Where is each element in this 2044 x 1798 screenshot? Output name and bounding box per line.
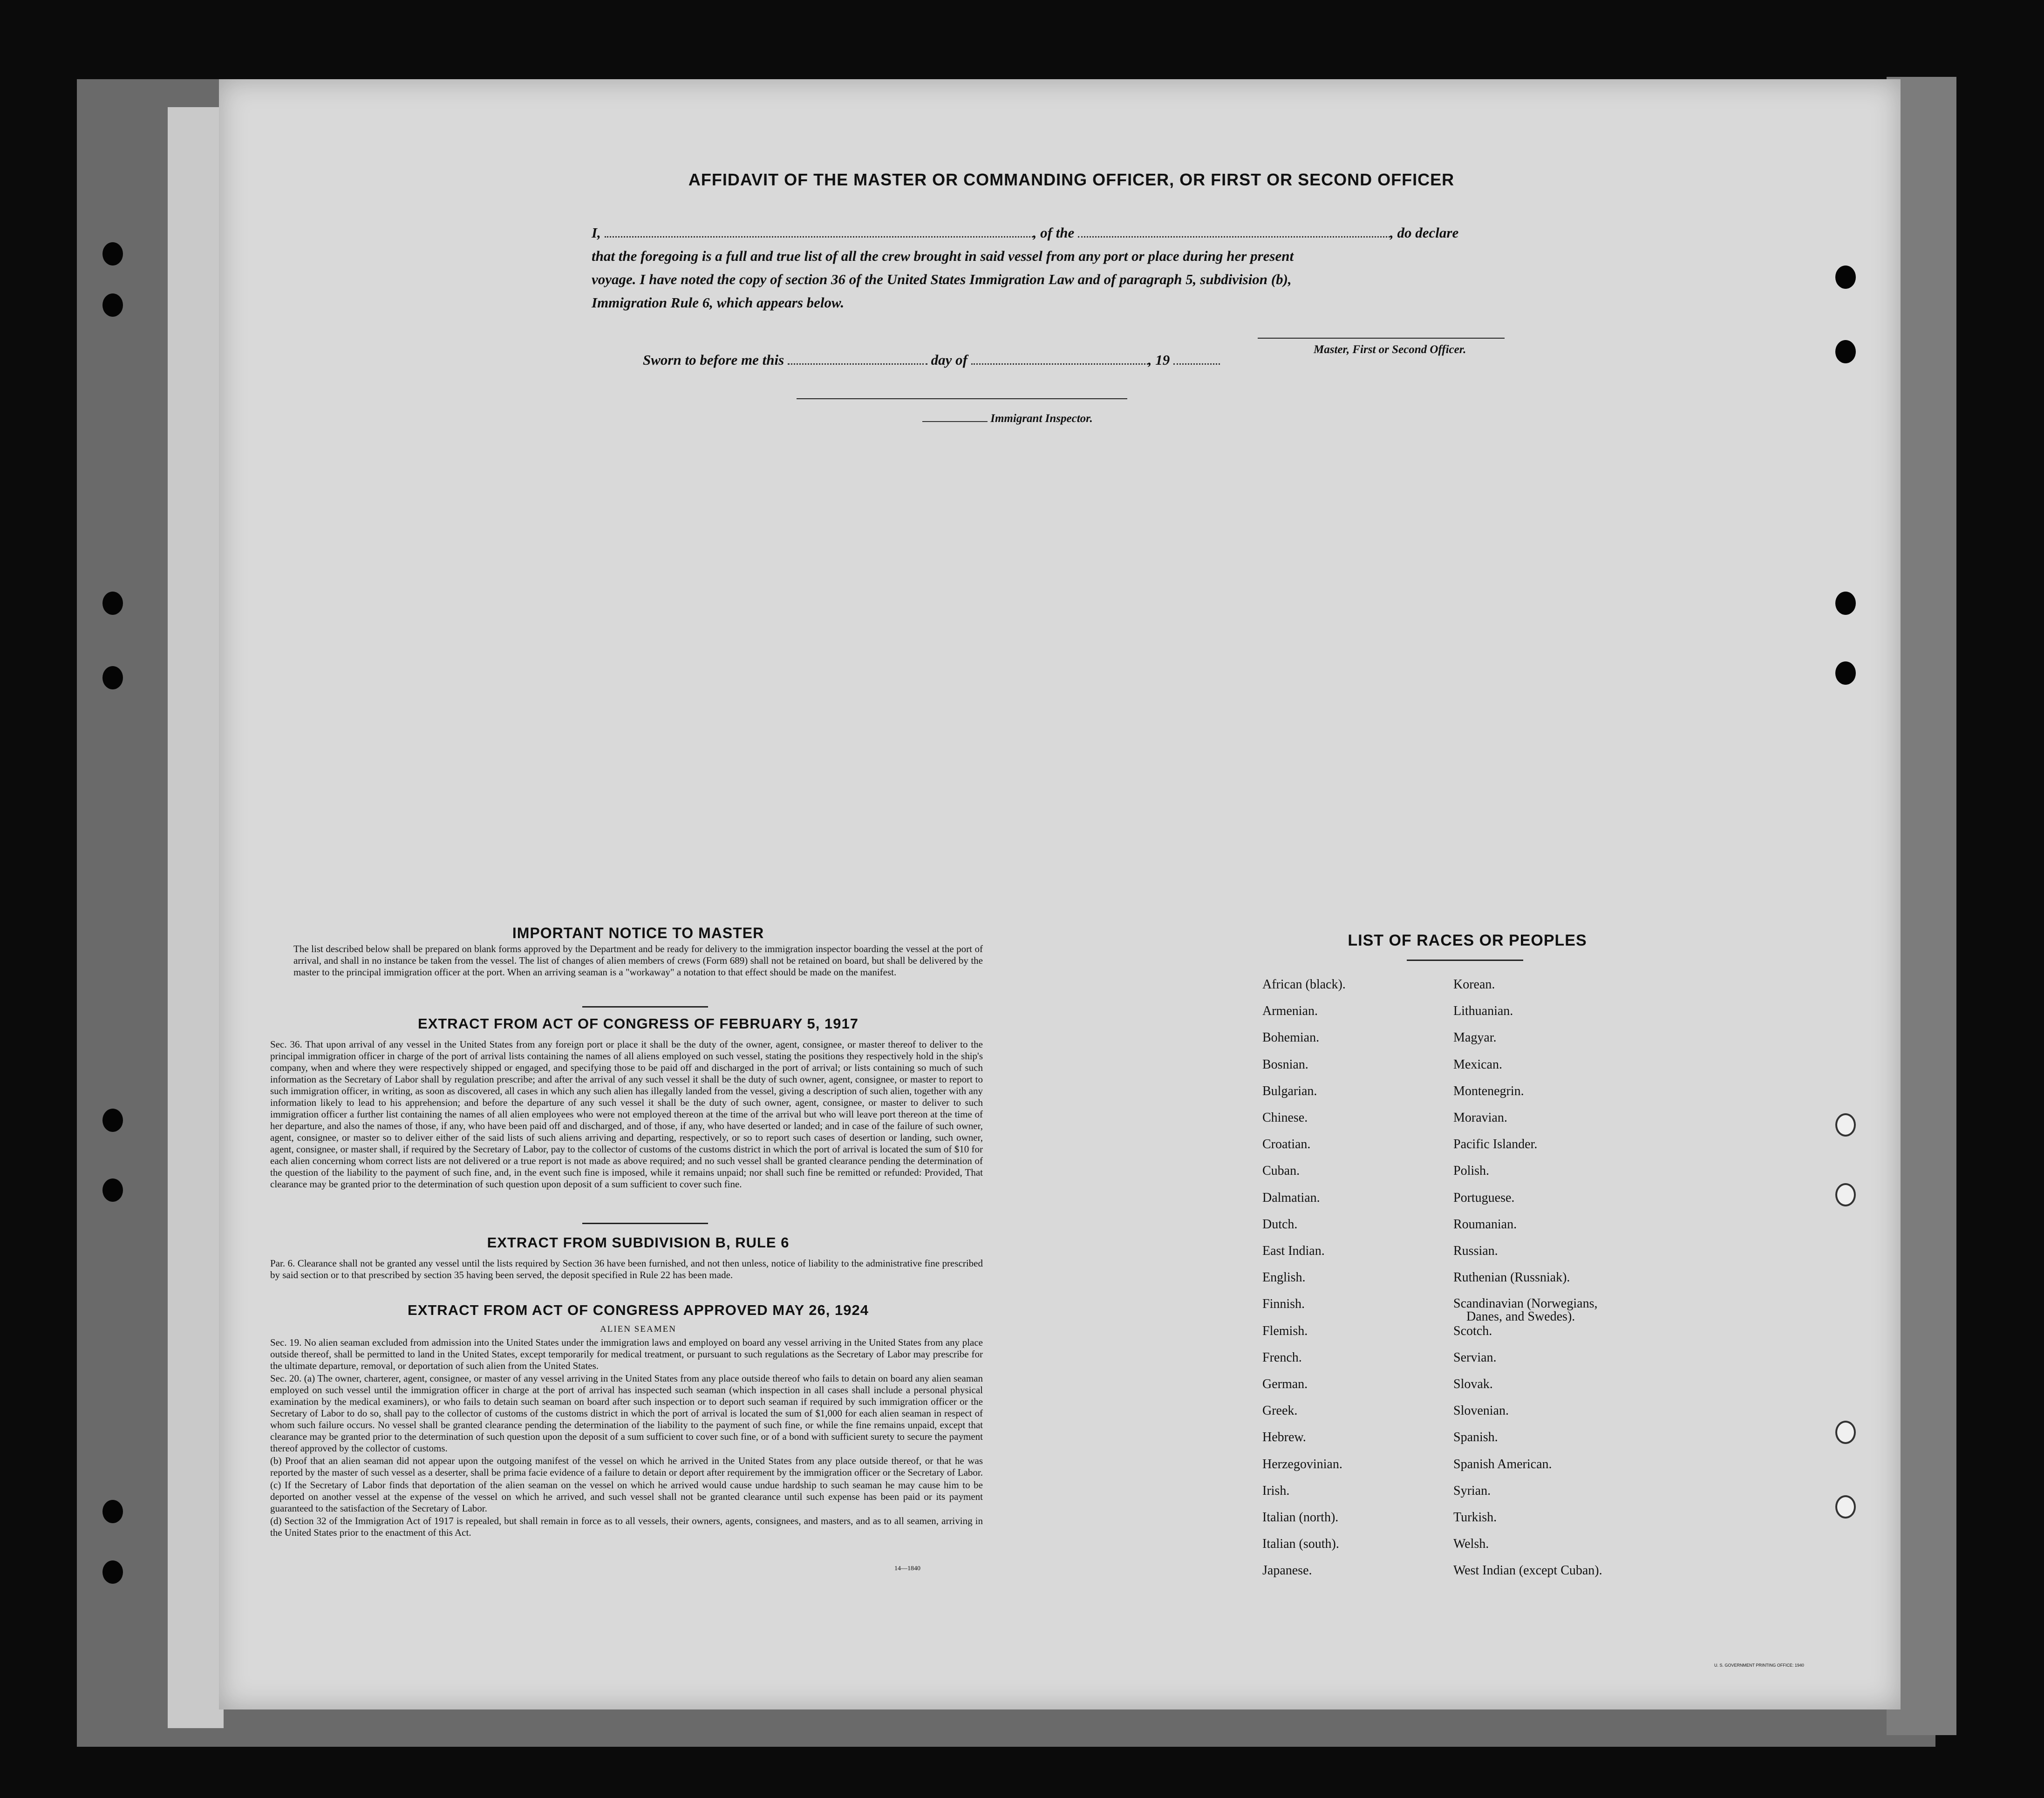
races-column-1: [1262, 971, 1346, 1584]
section-20c: (c) If the Secretary of Labor finds that deportation of the alien seaman on the vessel on which he arrived would cause undue hardship to such seaman he may cause him to be deported on another vessel at the expense of the vessel on which he arrived, and such vessel shall not be granted clearance until such expense has been paid or its payment guaranteed to the satisfaction of the Secretary of Labor.: [270, 1479, 983, 1514]
race-item: Greek.: [1262, 1403, 1298, 1418]
races-column-2: [1453, 971, 1602, 1584]
sworn-line: Sworn to before me this day of , 19: [643, 352, 1220, 368]
form-number: 14—1840: [894, 1565, 920, 1572]
binder-hole: [1835, 592, 1856, 615]
race-item: Slovenian.: [1453, 1403, 1509, 1418]
race-item: Magyar.: [1453, 1030, 1497, 1045]
extract-1924-title: EXTRACT FROM ACT OF CONGRESS APPROVED MAY 26, 1924: [408, 1302, 869, 1318]
binder-hole: [102, 1178, 123, 1202]
section-20a: Sec. 20. (a) The owner, charterer, agent, consignee, or master of any vessel arriving in the United States from any place outside thereof who fails to detain on board any alien seaman employed on such vessel until the immigration officer in charge at the port of arrival has inspected such seaman (which inspection in all cases shall include a personal physical examination by the medical examiners), or who fails to detain such seaman on board after such inspection or to deport such seaman if required by such immigration officer or the Secretary of Labor to do so, shall pay to the collector of customs of the customs district in which the port of arrival is located the sum of $1,000 for each alien seaman in respect of whom such failure occurs. No vessel shall be granted clearance pending the determination of the liability to the payment of such fine, or while the fine remains unpaid, except that clearance may be granted prior to the determination of such question upon the deposit of a sum sufficient to cover such fine, or of a bond with sufficient surety to secure the payment thereof approved by the collector of customs.: [270, 1373, 983, 1454]
extract-1924-text: [270, 1337, 983, 1539]
race-item: Japanese.: [1262, 1563, 1312, 1578]
subdivision-text: Par. 6. Clearance shall not be granted any vessel until the lists required by Section 36 have been furnished, and not then unless, notice of liability to the administrative fine prescribed by said section or to that prescribed by section 35 having been served, the deposit specified in Rule 22 has been made.: [270, 1258, 983, 1280]
race-item: Bulgarian.: [1262, 1083, 1317, 1098]
race-item: East Indian.: [1262, 1244, 1325, 1259]
race-item: Slovak.: [1453, 1377, 1493, 1392]
extract-1917-title: EXTRACT FROM ACT OF CONGRESS OF FEBRUARY 5, 1917: [418, 1015, 858, 1032]
race-item: Bosnian.: [1262, 1057, 1308, 1072]
race-item: German.: [1262, 1377, 1308, 1392]
race-item: Welsh.: [1453, 1537, 1489, 1552]
race-item: Turkish.: [1453, 1510, 1497, 1525]
divider: [1407, 960, 1523, 961]
race-item: Ruthenian (Russniak).: [1453, 1270, 1570, 1285]
race-item: Servian.: [1453, 1350, 1497, 1365]
race-item: Portuguese.: [1453, 1190, 1515, 1205]
binder-hole: [102, 592, 123, 615]
race-item: Russian.: [1453, 1244, 1498, 1259]
race-item: Scotch.: [1453, 1323, 1492, 1338]
race-item: African (black).: [1262, 977, 1346, 992]
race-item: Herzegovinian.: [1262, 1457, 1342, 1471]
race-item: French.: [1262, 1350, 1302, 1365]
sworn-month-field[interactable]: [971, 363, 1148, 365]
inspector-caption: Immigrant Inspector.: [922, 412, 1093, 425]
binder-hole: [102, 1109, 123, 1132]
manifest-page: [219, 79, 1901, 1709]
master-signature-caption: Master, First or Second Officer.: [1314, 343, 1466, 356]
binder-hole: [102, 1560, 123, 1584]
race-item: Bohemian.: [1262, 1030, 1320, 1045]
race-item: English.: [1262, 1270, 1306, 1285]
binder-hole: [1835, 1183, 1856, 1206]
affidavit-line: that the foregoing is a full and true list of all the crew brought in said vessel from any port or place during her present: [592, 248, 1294, 264]
subdivision-title: EXTRACT FROM SUBDIVISION B, RULE 6: [487, 1234, 790, 1251]
race-item: Irish.: [1262, 1483, 1290, 1498]
race-item: Lithuanian.: [1453, 1004, 1513, 1019]
race-item: Hebrew.: [1262, 1430, 1306, 1445]
race-item: Moravian.: [1453, 1110, 1507, 1125]
sworn-year-field[interactable]: [1173, 363, 1220, 365]
signature-line[interactable]: [1258, 338, 1505, 339]
affidavit-declare-line: I, , of the , do declare: [592, 225, 1459, 241]
races-title: LIST OF RACES OR PEOPLES: [1348, 932, 1587, 949]
notice-text: The list described below shall be prepared on blank forms approved by the Department and be ready for delivery to the immigration inspector boarding the vessel at the port of arrival, and shall in no instance be taken from the vessel. The list of changes of alien members of crews (Form 689) shall not be retained on board, but shall be delivered by the master to the principal immigration officer at the port. When an arriving seaman is a "workaway" a notation to that effect should be made on the manifest.: [293, 943, 983, 978]
race-item: Italian (south).: [1262, 1537, 1339, 1552]
binder-hole: [102, 242, 123, 266]
sworn-day-field[interactable]: [788, 363, 927, 365]
extract-1917-text: Sec. 36. That upon arrival of any vessel in the United States from any foreign port or place it shall be the duty of the owner, agent, consignee, or master thereof to deliver to the principal immigration officer in charge of the port of arrival lists containing the names of all aliens employed on such vessel, stating the positions they respectively hold in the ship's company, when and where they were respectively shipped or engaged, and specifying those to be paid off and discharged in the port of arrival; or lists containing so much of such information as the Secretary of Labor shall by regulation prescribe; and after the arrival of any such vessel it shall be the duty of such owner, agent, consignee, or master to report to such immigration officer, in writing, as soon as discovered, all cases in which any such alien has illegally landed from the vessel, giving a description of such alien, together with any information likely to lead to his apprehension; and before the departure of any such vessel it shall be the duty of such owner, agent, consignee, or master to deliver to such immigration officer a further list containing the names of all alien employees who were not employed thereon at the time of the arrival but who will leave port thereon at the time of her departure, and also the names of those, if any, who have been paid off and discharged, and of those, if any, who have deserted or landed; and in case of the failure of such owner, agent, consignee, or master so to deliver either of the said lists of such aliens arriving and departing, respectively, or so to report such cases of desertion or landing, such owner, agent, consignee, or master shall, if required by the Secretary of Labor, pay to the collector of customs of the customs district in which the port of arrival is located the sum of $10 for each alien concerning whom correct lists are not delivered or a true report is not made as above required; and no such vessel shall be granted clearance pending the determination of the question of the liability to the payment of such fine, and, in the event such fine is imposed, while it remains unpaid; nor shall such fine be remitted or refunded: Provided, That clearance may be granted prior to the determination of such question upon deposit of a sum sufficient to cover such fine.: [270, 1039, 983, 1190]
race-item: Dutch.: [1262, 1217, 1298, 1232]
race-item: Spanish American.: [1453, 1457, 1552, 1471]
race-item: Mexican.: [1453, 1057, 1502, 1072]
binder-hole: [102, 1500, 123, 1523]
race-item: Italian (north).: [1262, 1510, 1339, 1525]
binder-hole: [1835, 661, 1856, 685]
notice-title: IMPORTANT NOTICE TO MASTER: [512, 925, 764, 941]
affidavit-body: [592, 221, 1710, 314]
race-item: Montenegrin.: [1453, 1083, 1524, 1098]
affidavit-title: AFFIDAVIT OF THE MASTER OR COMMANDING OFFICER, OR FIRST OR SECOND OFFICER: [688, 170, 1455, 189]
race-item: Polish.: [1453, 1164, 1490, 1178]
race-item: Syrian.: [1453, 1483, 1491, 1498]
binder-hole: [1835, 340, 1856, 363]
name-field[interactable]: [605, 236, 1033, 238]
race-item: Chinese.: [1262, 1110, 1308, 1125]
race-item: Roumanian.: [1453, 1217, 1517, 1232]
race-item: Pacific Islander.: [1453, 1137, 1538, 1152]
race-item: Korean.: [1453, 977, 1495, 992]
binder-hole: [1835, 1495, 1856, 1519]
section-19: Sec. 19. No alien seaman excluded from admission into the United States under the immigration laws and employed on board any vessel arriving in the United States from any place outside thereof, shall be permitted to land in the United States, except temporarily for medical treatment, or pursuant to such regulations as the Secretary of Labor may prescribe for the ultimate departure, removal, or deportation of such alien from the United States.: [270, 1337, 983, 1371]
binder-hole: [1835, 1113, 1856, 1137]
race-item: Cuban.: [1262, 1164, 1300, 1178]
binder-hole: [102, 666, 123, 689]
section-20d: (d) Section 32 of the Immigration Act of 1917 is repealed, but shall remain in force as to all vessels, their owners, agents, consignees, and masters, and as to all seamen, arriving in the United States prior to the enactment of this Act.: [270, 1515, 983, 1538]
divider: [582, 1223, 708, 1224]
inspector-signature-line[interactable]: [797, 398, 1127, 399]
race-item: Spanish.: [1453, 1430, 1498, 1445]
printer-credit: U. S. GOVERNMENT PRINTING OFFICE: 1940: [1714, 1663, 1804, 1668]
section-20b: (b) Proof that an alien seaman did not appear upon the outgoing manifest of the vessel on which he arrived in the United States from any place outside thereof, or that he was reported by the master of such vessel as a deserter, shall be prima facie evidence of a failure to detain or deport after requirement by the immigration officer or the Secretary of Labor.: [270, 1455, 983, 1478]
race-item: Scandinavian (Norwegians, Danes, and Swedes).: [1453, 1296, 1598, 1324]
under-page-edge: [168, 107, 224, 1728]
alien-seamen-subtitle: ALIEN SEAMEN: [600, 1324, 676, 1334]
race-item: Dalmatian.: [1262, 1190, 1320, 1205]
affidavit-line: Immigration Rule 6, which appears below.: [592, 294, 845, 311]
race-item: Flemish.: [1262, 1323, 1308, 1338]
race-item: Finnish.: [1262, 1297, 1305, 1312]
binder-hole: [102, 293, 123, 317]
binder-hole: [1835, 1421, 1856, 1444]
affidavit-line: voyage. I have noted the copy of section 36 of the United States Immigration Law and of paragraph 5, subdivision (b),: [592, 271, 1292, 287]
race-item: Armenian.: [1262, 1004, 1318, 1019]
race-item: Croatian.: [1262, 1137, 1311, 1152]
vessel-field[interactable]: [1078, 236, 1390, 238]
race-item: West Indian (except Cuban).: [1453, 1563, 1602, 1578]
divider: [582, 1006, 708, 1008]
binder-hole: [1835, 266, 1856, 289]
